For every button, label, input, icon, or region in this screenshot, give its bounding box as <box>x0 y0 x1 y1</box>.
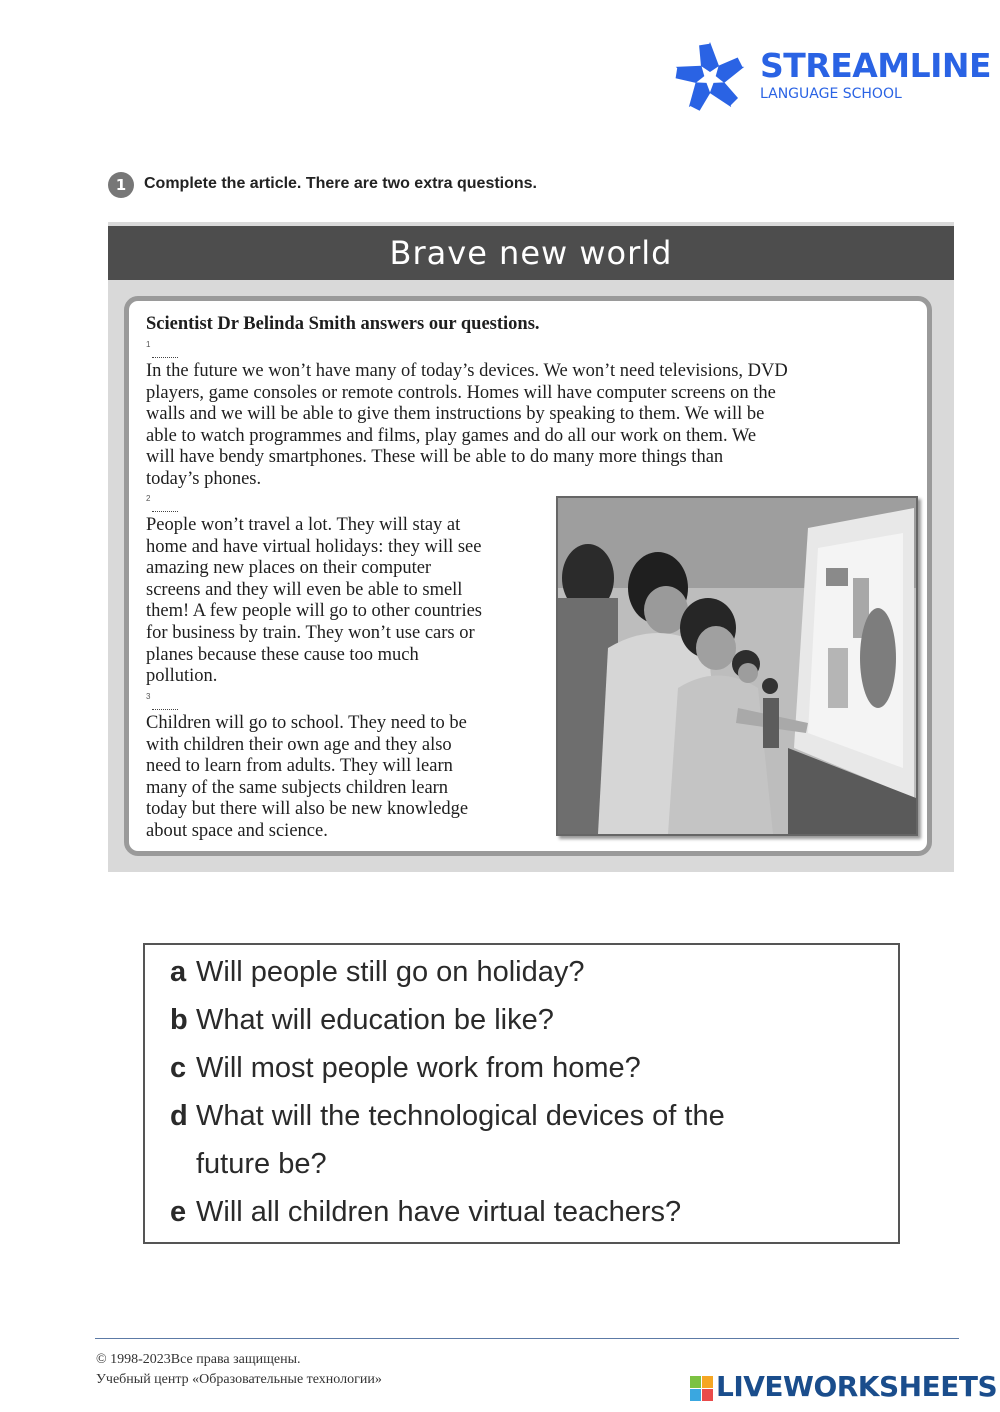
text-line: Children will go to school. They need to be <box>146 713 467 733</box>
text-line: will have bendy smartphones. These will be able to do many more things than <box>146 447 724 468</box>
paragraph-2 <box>146 515 482 688</box>
text-line: need to learn from adults. They will learn <box>146 756 453 777</box>
text-line: for business by train. They won’t use cars or <box>146 622 475 643</box>
liveworksheets-brand: LIVEWORKSHEETS <box>716 1370 998 1403</box>
text-line: players, game consoles or remote controls. Homes will have computer screens on the <box>146 382 776 403</box>
gap-number: 1 <box>146 340 151 349</box>
question-letter: e <box>170 1196 187 1228</box>
text-line: pollution. <box>146 666 218 687</box>
article-title: Brave new world <box>108 226 954 280</box>
children-whiteboard-image <box>558 498 916 834</box>
answer-gap-1[interactable] <box>152 357 178 358</box>
star-logo-icon <box>672 40 748 116</box>
text-line: them! A few people will go to other countries <box>146 601 483 622</box>
text-line: with children their own age and they also <box>146 734 452 755</box>
article-intro: Scientist Dr Belinda Smith answers our questions. <box>146 314 540 334</box>
question-letter: a <box>170 956 187 988</box>
footer-divider <box>95 1338 959 1339</box>
text-line: today but there will also be new knowledge <box>146 799 469 820</box>
question-letter: c <box>170 1052 187 1084</box>
logo-subtitle: LANGUAGE SCHOOL <box>760 86 902 102</box>
education-center-text: Учебный центр «Образовательные технологии» <box>96 1372 382 1387</box>
paragraph-3 <box>146 713 468 843</box>
text-line: home and have virtual holidays: they will see <box>146 536 482 557</box>
question-text: Will people still go on holiday? <box>196 956 585 988</box>
text-line: about space and science. <box>146 820 328 841</box>
copyright-text: © 1998-2023Все права защищены. <box>96 1352 301 1367</box>
paragraph-1 <box>146 361 788 491</box>
classroom-photo <box>556 496 918 836</box>
question-d <box>170 1100 725 1133</box>
question-e <box>170 1196 681 1229</box>
answer-gap-3[interactable] <box>152 709 178 710</box>
gap-number: 2 <box>146 494 151 503</box>
question-letter: d <box>170 1100 188 1132</box>
gap-number: 3 <box>146 692 151 701</box>
question-c <box>170 1052 641 1085</box>
instruction-text: Complete the article. There are two extra questions. <box>144 175 537 192</box>
question-text: What will education be like? <box>196 1004 554 1036</box>
exercise-number: 1 <box>108 172 134 198</box>
text-line: walls and we will be able to give them instructions by speaking to them. We will be <box>146 404 765 425</box>
logo-name: STREAMLINE <box>760 46 992 85</box>
text-line: amazing new places on their computer <box>146 558 432 579</box>
question-b <box>170 1004 554 1037</box>
answer-gap-2[interactable] <box>152 511 178 512</box>
streamline-logo <box>672 40 992 116</box>
text-line: screens and they will even be able to smell <box>146 579 463 600</box>
liveworksheets-blocks-icon <box>690 1376 714 1402</box>
question-d-continued <box>170 1148 327 1181</box>
text-line: today’s phones. <box>146 468 262 489</box>
text-line: planes because these cause too much <box>146 644 419 665</box>
question-text: Will most people work from home? <box>196 1052 641 1084</box>
text-line: many of the same subjects children learn <box>146 777 449 798</box>
text-line: able to watch programmes and films, play games and do all our work on them. We <box>146 425 757 446</box>
text-line: People won’t travel a lot. They will stay at <box>146 515 461 535</box>
question-text: Will all children have virtual teachers? <box>196 1196 682 1228</box>
question-a <box>170 956 585 989</box>
question-letter: b <box>170 1004 188 1036</box>
question-text: future be? <box>196 1148 327 1180</box>
question-text: What will the technological devices of the <box>196 1100 725 1132</box>
text-line: In the future we won’t have many of today’s devices. We won’t need televisions, DVD <box>146 361 788 381</box>
